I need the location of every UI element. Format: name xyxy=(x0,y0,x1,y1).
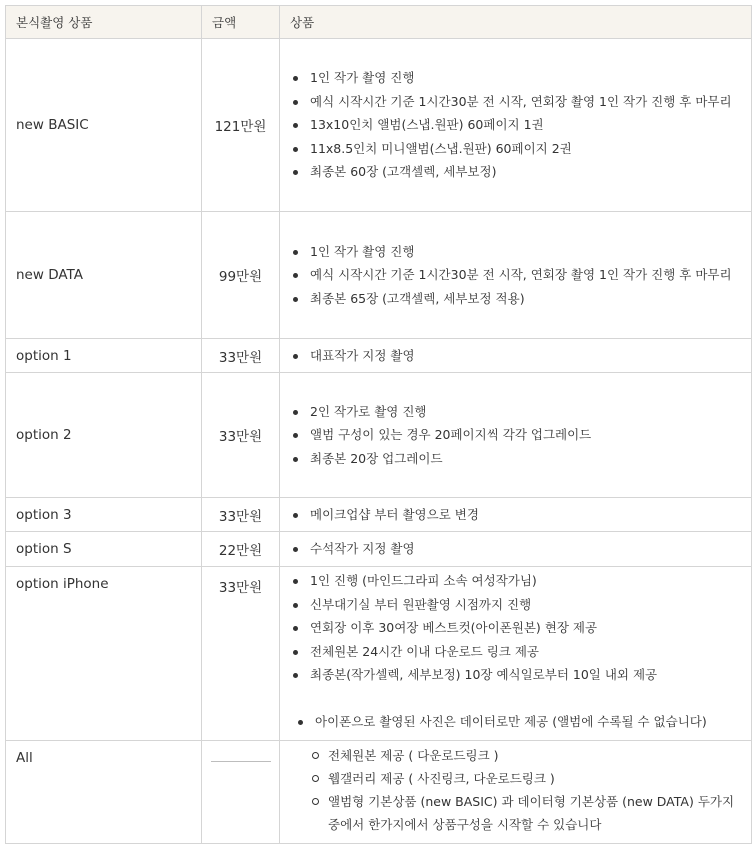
table-row xyxy=(6,498,752,532)
empty-price-line xyxy=(211,761,271,762)
product-price: 22만원 xyxy=(202,532,280,567)
product-price-table xyxy=(5,5,752,844)
list-item: 13x10인치 앨범(스냅.원판) 60페이지 1권 xyxy=(288,113,741,137)
table-row xyxy=(6,339,752,373)
product-price: 33만원 xyxy=(202,498,280,532)
list-item: 2인 작가로 촬영 진행 xyxy=(288,400,741,424)
list-item: 예식 시작시간 기준 1시간30분 전 시작, 연회장 촬영 1인 작가 진행 후 마무리 xyxy=(288,90,741,114)
product-details xyxy=(280,498,752,532)
table-header-row xyxy=(6,6,752,39)
list-item: 최종본(작가셀렉, 세부보정) 10장 예식일로부터 10일 내외 제공 xyxy=(288,663,741,687)
product-details xyxy=(280,339,752,373)
list-item: 1인 작가 촬영 진행 xyxy=(288,240,741,264)
product-price: 33만원 xyxy=(202,339,280,373)
table-row xyxy=(6,373,752,498)
list-item: 앨범 구성이 있는 경우 20페이지씩 각각 업그레이드 xyxy=(288,423,741,447)
product-details xyxy=(280,567,752,741)
product-name: option iPhone xyxy=(6,567,202,741)
table-row xyxy=(6,39,752,212)
list-item: 최종본 65장 (고객셀렉, 세부보정 적용) xyxy=(288,287,741,311)
product-details xyxy=(280,373,752,498)
product-name: All xyxy=(6,741,202,844)
list-item: 전체원본 제공 ( 다운로드링크 ) xyxy=(288,744,741,767)
list-item: 대표작가 지정 촬영 xyxy=(288,344,741,368)
list-item: 전체원본 24시간 이내 다운로드 링크 제공 xyxy=(288,640,741,664)
header-product-name: 본식촬영 상품 xyxy=(6,6,202,39)
product-price: 121만원 xyxy=(202,39,280,212)
product-price-empty xyxy=(202,741,280,844)
list-item: 1인 작가 촬영 진행 xyxy=(288,66,741,90)
list-item: 최종본 20장 업그레이드 xyxy=(288,447,741,471)
product-details xyxy=(280,212,752,339)
list-item: 1인 진행 (마인드그라피 소속 여성작가님) xyxy=(288,569,741,593)
product-name: option S xyxy=(6,532,202,567)
product-details xyxy=(280,532,752,567)
product-name: new DATA xyxy=(6,212,202,339)
table-row xyxy=(6,567,752,741)
header-price: 금액 xyxy=(202,6,280,39)
list-item: 메이크업샵 부터 촬영으로 변경 xyxy=(288,503,741,527)
table-row xyxy=(6,212,752,339)
list-item: 웹갤러리 제공 ( 사진링크, 다운로드링크 ) xyxy=(288,767,741,790)
list-item: 앨범형 기본상품 (new BASIC) 과 데이터형 기본상품 (new DATA) 두가지 중에서 한가지에서 상품구성을 시작할 수 있습니다 xyxy=(288,790,741,836)
product-name: option 1 xyxy=(6,339,202,373)
table-row xyxy=(6,532,752,567)
list-item: 연회장 이후 30여장 베스트컷(아이폰원본) 현장 제공 xyxy=(288,616,741,640)
product-details xyxy=(280,39,752,212)
product-price: 99만원 xyxy=(202,212,280,339)
list-item: 신부대기실 부터 원판촬영 시점까지 진행 xyxy=(288,593,741,617)
table-row xyxy=(6,741,752,844)
list-item: 예식 시작시간 기준 1시간30분 전 시작, 연회장 촬영 1인 작가 진행 후 마무리 xyxy=(288,263,741,287)
product-name: new BASIC xyxy=(6,39,202,212)
note-item: 아이폰으로 촬영된 사진은 데이터로만 제공 (앨범에 수록될 수 없습니다) xyxy=(288,710,741,734)
product-price: 33만원 xyxy=(202,567,280,741)
list-item: 최종본 60장 (고객셀렉, 세부보정) xyxy=(288,160,741,184)
product-details xyxy=(280,741,752,844)
product-name: option 2 xyxy=(6,373,202,498)
header-product-details: 상품 xyxy=(280,6,752,39)
list-item: 11x8.5인치 미니앨범(스냅.원판) 60페이지 2권 xyxy=(288,137,741,161)
product-name: option 3 xyxy=(6,498,202,532)
list-item: 수석작가 지정 촬영 xyxy=(288,537,741,561)
product-price: 33만원 xyxy=(202,373,280,498)
